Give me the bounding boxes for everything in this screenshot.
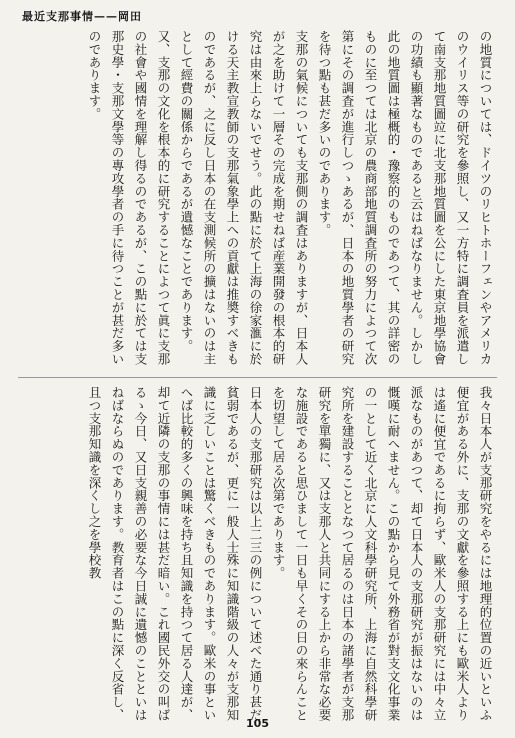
paragraph: の地質については、ドイツのリヒトホーフェンやアメリカのウイリス等の研究を參照し、又一方特に調査員を派遣して南支那地質圖竝に北支那地質圖を公にした東京地學協會の功績も顯著なものであると云はねばなりません。しかし此の地質圖は極概的・豫察的のものであつて、其の詳密のものに至つては北京の農商部地質調査所の努力によつて次第にその調査が進行しつゝあるが、日本の地質學者の研究を待つ點も甚だ多いのであります。 [317,30,493,366]
paragraph: 我々日本人が支那研究をやるには地理的位置の近いといふ便宜がある外に、支那の文獻を參照する上にも歐米人よりは遙に便宜であるに拘らず、歐米人の支那研究には中々立派なものがあつて、却て日本人の支那研究が振はないのは慨嘆に耐へません。この點から見て外務省が對支文化事業の一として近く北京に人文科學研究所、上海に自然科學研究所を建設することとなつて居るのは日本の諸學者が支那研究を單獨に、又は支那人と共同にする上から非常な必要な施設であると思ひまして一日も早くその日の來らんことを切望して居る次第であります。 [271,386,493,722]
paragraph: 日本人の支那研究は以上二三の例について述べた通り甚だ貧弱であるが、更に一般人士殊に知識階級の人々が支那知識に乏しいことは驚くべきものであります。歐米の事といへば比較的多くの興味を持ち且知識を持つて居る人達が、却て近隣の支那の事情には甚だ暗い。これ國民外交の叫ばるゝ今日、又日支親善の必要な今日誠に遺憾のことといはねばならぬのであります。教育者はこの點に深く反省し、且つ支那知識を深くし之を學校教 [87,386,263,722]
upper-text-block [18,30,497,370]
paragraph: 支那の氣候についても支那側の調査はありますが、日本人が之を助けて一層その完成を期せねば産業開發の根本的研究は由來上らないでせう。此の點に於て上海の徐家滙に於ける天主教宣教師の支那氣象學上への貢獻は推奬すべきものであるが、之に反し日本の在支測候所の擴はないのは主として經費の關係からであるが遺憾なことであります。 [179,30,309,366]
section-divider [18,377,497,378]
running-header: 最近支那事情——岡田 [22,10,142,23]
paragraph: 又、支那の文化を根本的に研究することによつて眞に支那の社會や國情を理解し得るのであるが、この點に於ては支那史學・支那文學等の專攻學者の手に待つことが甚だ多いのであります。 [87,30,171,366]
page-number: 105 [246,717,269,730]
lower-text-block [18,386,497,724]
